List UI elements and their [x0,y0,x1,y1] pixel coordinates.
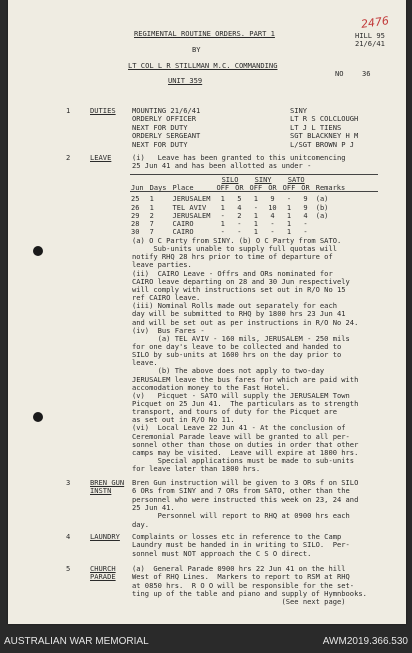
table-cell: - [286,195,292,204]
duty-role: ORDERLY SERGEANT [132,131,201,141]
table-cell: 1 [286,220,292,229]
table-cell: (b) [315,203,329,212]
commanding-officer: LT COL L R STILLMAN M.C. COMMANDING [128,61,278,70]
section-title-bren-gun-instn: INSTN [90,486,112,495]
table-column-header: OFF [282,184,296,193]
table-cell: - [220,211,225,220]
table-cell: TEL AVIV [172,203,207,212]
table-cell: 1 [253,195,258,204]
table-cell: - [270,228,275,237]
text-line: at 0850 hrs. R O O will be responsible for the set- [132,580,355,590]
leave-allocation-table [128,176,348,236]
table-cell: 7 [149,220,154,229]
table-cell: - [220,228,225,237]
table-row [128,220,348,228]
table-cell: 2 [237,211,242,220]
table-cell: 29 [131,211,140,220]
table-column-header: OFF [216,184,230,193]
table-column-header: Place [172,184,194,193]
text-line: (a) General Parade 0900 hrs 22 Jun 41 on the hill [132,564,346,573]
text-line: Special applications must be made to sub-units [132,456,355,466]
unit-number: UNIT 359 [168,76,203,85]
table-column-header: OR [301,184,310,193]
text-line: camps may be visited. Leave will expire at 1800 hrs. [132,447,359,457]
text-line: transport, and tours of duty for the Picquet are [132,407,337,417]
table-cell: 7 [149,228,154,237]
table-cell: - [270,220,275,229]
text-line: as set out in R/O No 11. [132,415,235,425]
archive-name: AUSTRALIAN WAR MEMORIAL [4,636,149,647]
table-cell: CAIRO [172,220,194,229]
section-title-parade: PARADE [90,572,116,581]
table-cell: 1 [220,220,225,229]
table-cell: JERUSALEM [172,211,211,220]
table-cell: 4 [237,203,242,212]
table-column-header: Jun [131,184,144,193]
table-cell: 9 [303,195,308,204]
text-line: Personnel will report to RHQ at 0900 hrs each [132,511,350,521]
duty-person: SGT BLACKNEY H M [290,131,359,141]
duty-role: NEXT FOR DUTY [132,139,188,149]
order-number: 36 [362,69,371,78]
duty-person: L/SGT BROWN P J [290,139,355,149]
table-cell: 1 [253,211,258,220]
archive-reference: AWM2019.366.530 [322,636,408,647]
location: HILL 95 [355,31,385,40]
table-cell: 10 [268,203,277,212]
punch-hole [33,412,43,422]
text-line: accomodation money to the Fast Hotel. [132,382,291,392]
text-line: Sub-units unable to supply full quotas will [132,244,337,254]
table-header-row [128,184,348,192]
table-column-header: OR [235,184,244,193]
text-line: sonnel other than those on duties in order that other [132,439,359,449]
table-cell [313,220,349,228]
table-column-header: Days [149,184,167,193]
table-cell: - [303,228,308,237]
text-line: sonnel must NOT approach the C S O direct. [132,548,312,558]
table-cell: JERUSALEM [172,195,211,204]
text-line: Ceremonial Parade leave will be granted to all per- [132,431,350,441]
table-cell: 2 [149,211,154,220]
table-group-heading: SATO [287,176,305,184]
text-line: (iv) Bus Fares - [132,325,205,335]
table-column-header: OFF [249,184,263,193]
duty-person: LT J L TIENS [290,122,342,132]
table-cell: 1 [286,203,292,212]
duty-role: ORDERLY OFFICER [132,114,197,124]
section-number: 2 [66,153,71,162]
table-cell: 25 [131,195,140,204]
issue-date: 21/6/41 [355,39,385,48]
table-cell: 1 [149,195,154,204]
text-line: Laundry must be handed in in writing to SILO. Per- [132,540,350,550]
duty-person: SINY [290,106,308,115]
table-cell: 1 [149,203,154,212]
text-line: 6 ORs from SINY and 7 ORs from SATO, other than the [132,486,350,496]
text-line: ref CAIRO leave. [132,293,201,303]
text-line: (ii) CAIRO Leave - Offrs and ORs nominated for [132,268,333,278]
text-line: Picquet on 25 Jun 41. The particulars as to strength [132,399,359,408]
text-line: (iii) Nominal Rolls made out separately for each [132,301,337,311]
text-line: SILO by sub-units at 1600 hrs on the day prior to [132,350,342,360]
text-line: for one day's leave to be collected and handed to [132,341,342,351]
table-cell: 1 [286,228,292,237]
table-rule [130,174,378,175]
table-cell: - [237,220,242,229]
table-row [128,204,348,212]
table-cell: 4 [303,211,308,220]
text-line: day. [132,519,150,529]
table-cell: 5 [237,195,242,204]
table-cell: (a) [315,195,329,204]
table-cell: 9 [303,203,308,212]
section-number: 3 [66,478,71,487]
text-line: (vi) Local Leave 22 Jun 41 - At the conclusion of [132,423,346,433]
duty-role: MOUNTING 21/6/41 [132,106,201,115]
text-line: Bren Gun instruction will be given to 3 ORs f on SILO [132,478,359,487]
archive-footer [0,627,412,653]
table-cell: 28 [131,220,140,229]
section-title-church: CHURCH [90,564,116,573]
table-row [128,195,348,203]
table-cell: 1 [220,203,225,212]
text-line: leave parties. [132,260,192,270]
table-column-header: OR [268,184,277,193]
table-group-header [128,176,348,184]
table-cell: 9 [270,195,275,204]
table-row [128,212,348,220]
text-line: notify RHQ 28 hrs prior to time of departure of [132,252,333,262]
section-number: 4 [66,532,71,541]
table-cell: 4 [270,211,275,220]
pencil-annotation: 2476 [360,14,390,31]
order-number-label: NO [335,69,344,78]
text-line: (v) Picquet - SATO will supply the JERUSALEM Town [132,390,350,400]
text-line: (a) TEL AVIV - 160 mils, JERUSALEM - 250 mils [132,333,350,343]
text-line: day will be submitted to RHQ by 1800 hrs 23 Jun 41 [132,309,346,319]
text-line: (See next page) [132,597,346,607]
text-line: personnel who were instructed this week on 23, 24 and [132,494,359,504]
text-line: CAIRO leave departing on 28 and 30 Jun respectively [132,276,350,286]
section-title-bren-gun: BREN GUN [90,478,125,487]
table-cell: 1 [253,228,258,237]
leave-intro-line: 25 Jun 41 and has been allotted as under - [132,161,312,170]
table-cell: 26 [131,203,140,212]
leave-intro-line: (i) Leave has been granted to this unitcomencing [132,153,346,162]
text-line: will comply with instructions set out in R/O No 15 [132,284,346,294]
table-column-header: Remarks [315,184,346,193]
table-cell: 1 [253,220,258,229]
table-cell: - [253,203,258,212]
punch-hole [33,246,43,256]
table-cell: CAIRO [172,228,194,237]
text-line: 25 Jun 41. [132,502,175,512]
table-cell: - [303,220,308,229]
text-line: leave. [132,358,158,368]
section-number: 5 [66,564,71,573]
duty-person: LT R S COLCLOUGH [290,114,359,124]
table-group-heading: SILO [221,176,239,184]
section-title-duties: DUTIES [90,106,116,115]
section-title-leave: LEAVE [90,153,112,162]
table-cell: - [237,228,242,237]
by-label: BY [192,45,201,54]
text-line: (a) O C Party from SINY. (b) O C Party from SATO. [132,236,342,245]
section-title-laundry: LAUNDRY [90,532,120,541]
table-group-heading: SINY [254,176,272,184]
text-line: (b) The above does not apply to two-day [132,366,325,376]
table-cell: 1 [220,195,225,204]
table-cell: 30 [131,228,140,237]
text-line: ting up of the table and piano and supply of Hymnbooks. [132,588,367,598]
text-line: for leave later than 1800 hrs. [132,464,261,474]
text-line: West of RHQ Lines. Markers to report to RSM at RHQ [132,572,350,582]
duty-role: NEXT FOR DUTY [132,122,188,132]
text-line: JERUSALEM leave the bus fares for which are paid with [132,374,359,384]
table-cell: 1 [286,211,292,220]
text-line: and will be set out as per instructions in R/O No 24. [132,317,359,327]
section-number: 1 [66,106,71,115]
orders-title: REGIMENTAL ROUTINE ORDERS. PART 1 [134,29,275,38]
table-cell: (a) [315,211,329,220]
text-line: Complaints or losses etc in reference to the Camp [132,532,342,541]
